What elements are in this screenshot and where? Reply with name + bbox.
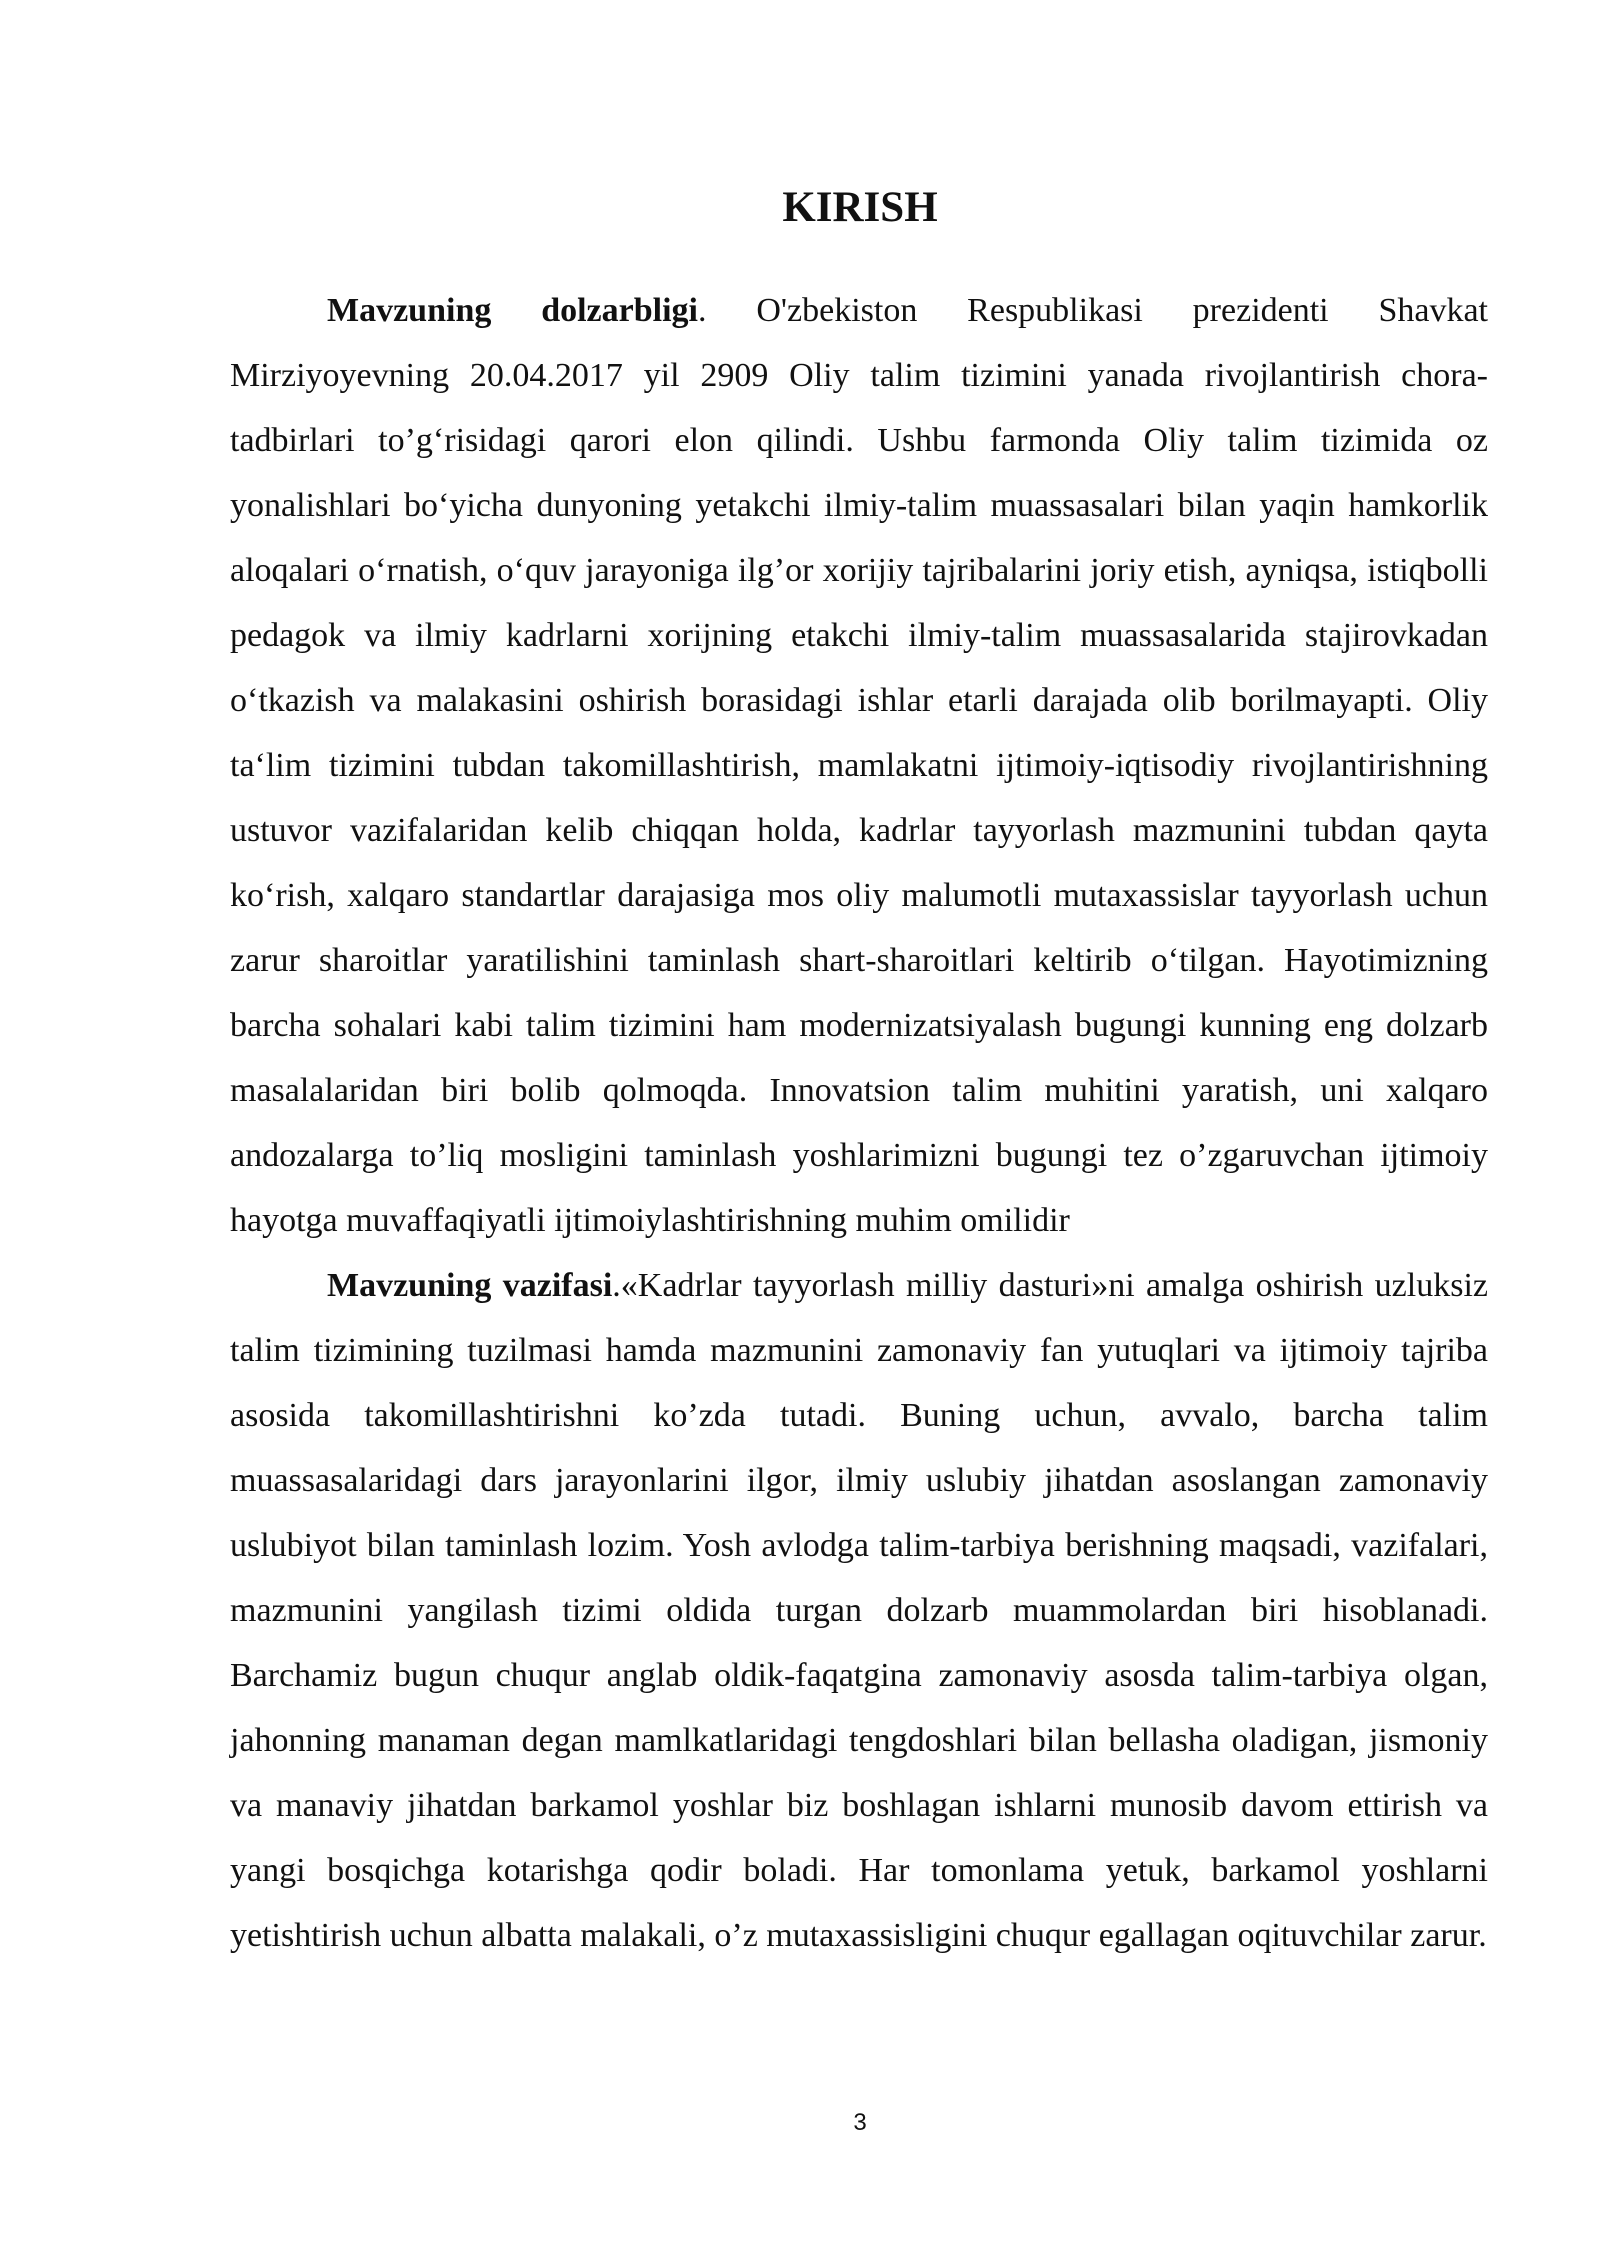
paragraph-objective — [230, 1253, 1488, 1968]
paragraph-text: .«Kadrlar tayyorlash milliy dasturi»ni amalga oshirish uzluksiz talim tizimining tuzilmasi hamda mazmunini zamonaviy fan yutuqlari va ijtimoiy tajriba asosida takomillashtirishni ko’zda tutadi. Buning uchun, avvalo, barcha talim muassasalaridagi dars jarayonlarini ilgor, ilmiy uslubiy jihatdan asoslangan zamonaviy uslubiyot bilan taminlash lozim. Yosh avlodga talim-tarbiya berishning maqsadi, vazifalari, mazmunini yangilash tizimi oldida turgan dolzarb muammolardan biri hisoblanadi. Barchamiz bugun chuqur anglab oldik-faqatgina zamonaviy asosda talim-tarbiya olgan, jahonning manaman degan mamlkatlaridagi tengdoshlari bilan bellasha oladigan, jismoniy va manaviy jihatdan barkamol yoshlar biz boshlagan ishlarni munosib davom ettirish va yangi bosqichga kotarishga qodir boladi. Har tomonlama yetuk, barkamol yoshlarni yetishtirish uchun albatta malakali, o’z mutaxassisligini chuqur egallagan oqituvchilar zarur. — [230, 1267, 1488, 1954]
page-title: KIRISH — [782, 184, 938, 231]
paragraph-text: . O'zbekiston Respublikasi prezidenti Shavkat Mirziyoyevning 20.04.2017 yil 2909 Oliy talim tizimini yanada rivojlantirish chora-tadbirlari to’g‘risidagi qarori elon qilindi. Ushbu farmonda Oliy talim tizimida oz yonalishlari bo‘yicha dunyoning yetakchi ilmiy-talim muassasalari bilan yaqin hamkorlik aloqalari o‘rnatish, o‘quv jarayoniga ilg’or xorijiy tajribalarini joriy etish, ayniqsa, istiqbolli pedagok va ilmiy kadrlarni xorijning etakchi ilmiy-talim muassasalarida stajirovkadan o‘tkazish va malakasini oshirish borasidagi ishlar etarli darajada olib borilmayapti. Oliy ta‘lim tizimini tubdan takomillashtirish, mamlakatni ijtimoiy-iqtisodiy rivojlantirishning ustuvor vazifalaridan kelib chiqqan holda, kadrlar tayyorlash mazmunini tubdan qayta ko‘rish, xalqaro standartlar darajasiga mos oliy malumotli mutaxassislar tayyorlash uchun zarur sharoitlar yaratilishini taminlash shart-sharoitlari keltirib o‘tilgan. Hayotimizning barcha sohalari kabi talim tizimini ham modernizatsiyalash bugungi kunning eng dolzarb masalalaridan biri bolib qolmoqda. Innovatsion talim muhitini yaratish, uni xalqaro andozalarga to’liq mosligini taminlash yoshlarimizni bugungi tez o’zgaruvchan ijtimoiy hayotga muvaffaqiyatli ijtimoiylashtirishning muhim omilidir — [230, 292, 1489, 1239]
paragraph-relevance — [230, 278, 1488, 1253]
paragraph-lead: Mavzuning vazifasi — [327, 1267, 613, 1304]
page-number: 3 — [853, 2109, 867, 2136]
paragraph-lead: Mavzuning dolzarbligi — [327, 292, 698, 329]
body-text — [230, 278, 1488, 1968]
